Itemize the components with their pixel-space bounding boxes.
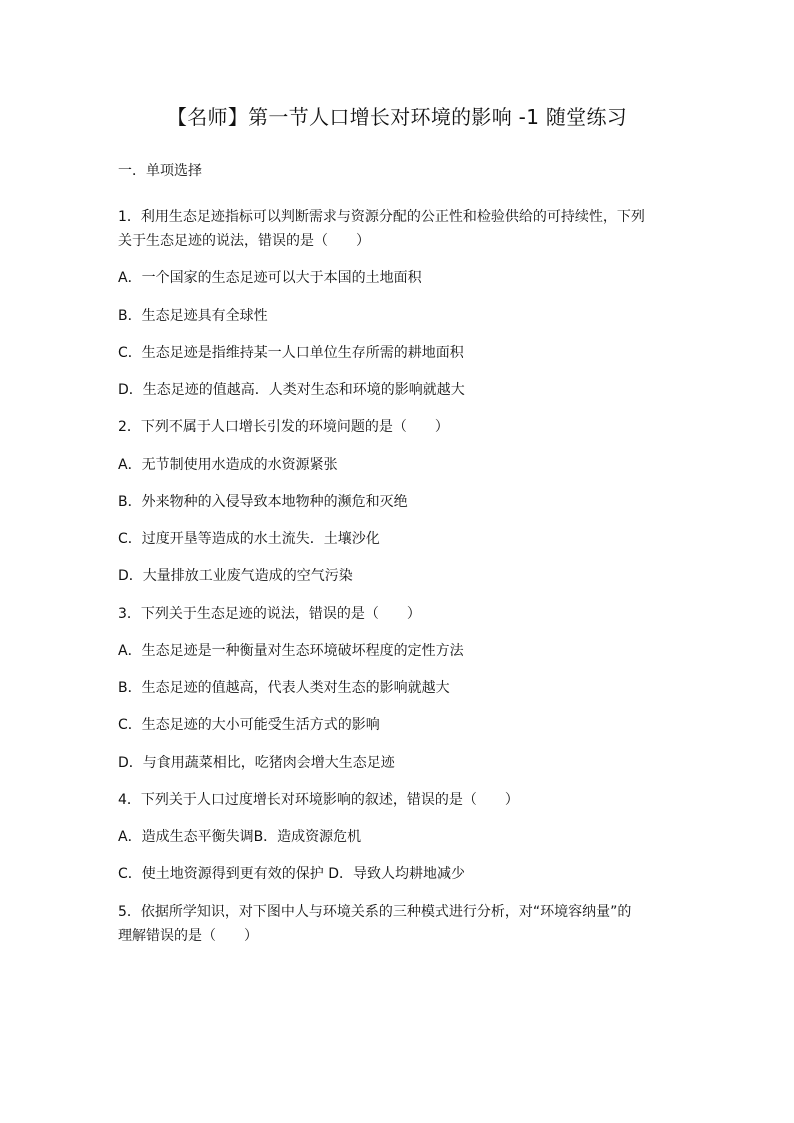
question-5-stem-line-2: 理解错误的是（ ） [118, 928, 258, 944]
question-4-options-row-1: A．造成生态平衡失调B．造成资源危机 [118, 829, 362, 845]
question-1-option-d: D．生态足迹的值越高．人类对生态和环境的影响就越大 [118, 382, 465, 398]
question-3-option-c: C．生态足迹的大小可能受生活方式的影响 [118, 717, 380, 733]
question-4-stem: 4．下列关于人口过度增长对环境影响的叙述，错误的是（ ） [118, 792, 519, 808]
question-2-option-b: B．外来物种的入侵导致本地物种的濒危和灭绝 [118, 494, 408, 510]
question-2-option-a: A．无节制使用水造成的水资源紧张 [118, 457, 338, 473]
section-heading: 一．单项选择 [118, 163, 202, 179]
question-1-option-a: A．一个国家的生态足迹可以大于本国的土地面积 [118, 270, 422, 286]
question-3-option-a: A．生态足迹是一种衡量对生态环境破坏程度的定性方法 [118, 643, 464, 659]
question-1-stem-line-1: 1．利用生态足迹指标可以判断需求与资源分配的公正性和检验供给的可持续性，下列 [118, 209, 645, 225]
question-1-option-c: C．生态足迹是指维持某一人口单位生存所需的耕地面积 [118, 345, 464, 361]
question-4-options-row-2: C．使土地资源得到更有效的保护 D．导致人均耕地减少 [118, 866, 466, 882]
question-3-option-d: D．与食用蔬菜相比，吃猪肉会增大生态足迹 [118, 755, 395, 771]
question-3-option-b: B．生态足迹的值越高，代表人类对生态的影响就越大 [118, 680, 450, 696]
question-3-stem: 3．下列关于生态足迹的说法，错误的是（ ） [118, 606, 421, 622]
question-2-option-d: D．大量排放工业废气造成的空气污染 [118, 568, 353, 584]
question-2-option-c: C．过度开垦等造成的水土流失．土壤沙化 [118, 531, 380, 547]
question-1-stem-line-2: 关于生态足迹的说法，错误的是（ ） [118, 233, 370, 249]
question-5-stem-line-1: 5．依据所学知识，对下图中人与环境关系的三种模式进行分析，对“环境容纳量”的 [118, 904, 632, 920]
document-title: 【名师】第一节人口增长对环境的影响 -1 随堂练习 [166, 105, 628, 129]
question-2-stem: 2．下列不属于人口增长引发的环境问题的是（ ） [118, 419, 449, 435]
question-1-option-b: B．生态足迹具有全球性 [118, 308, 268, 324]
